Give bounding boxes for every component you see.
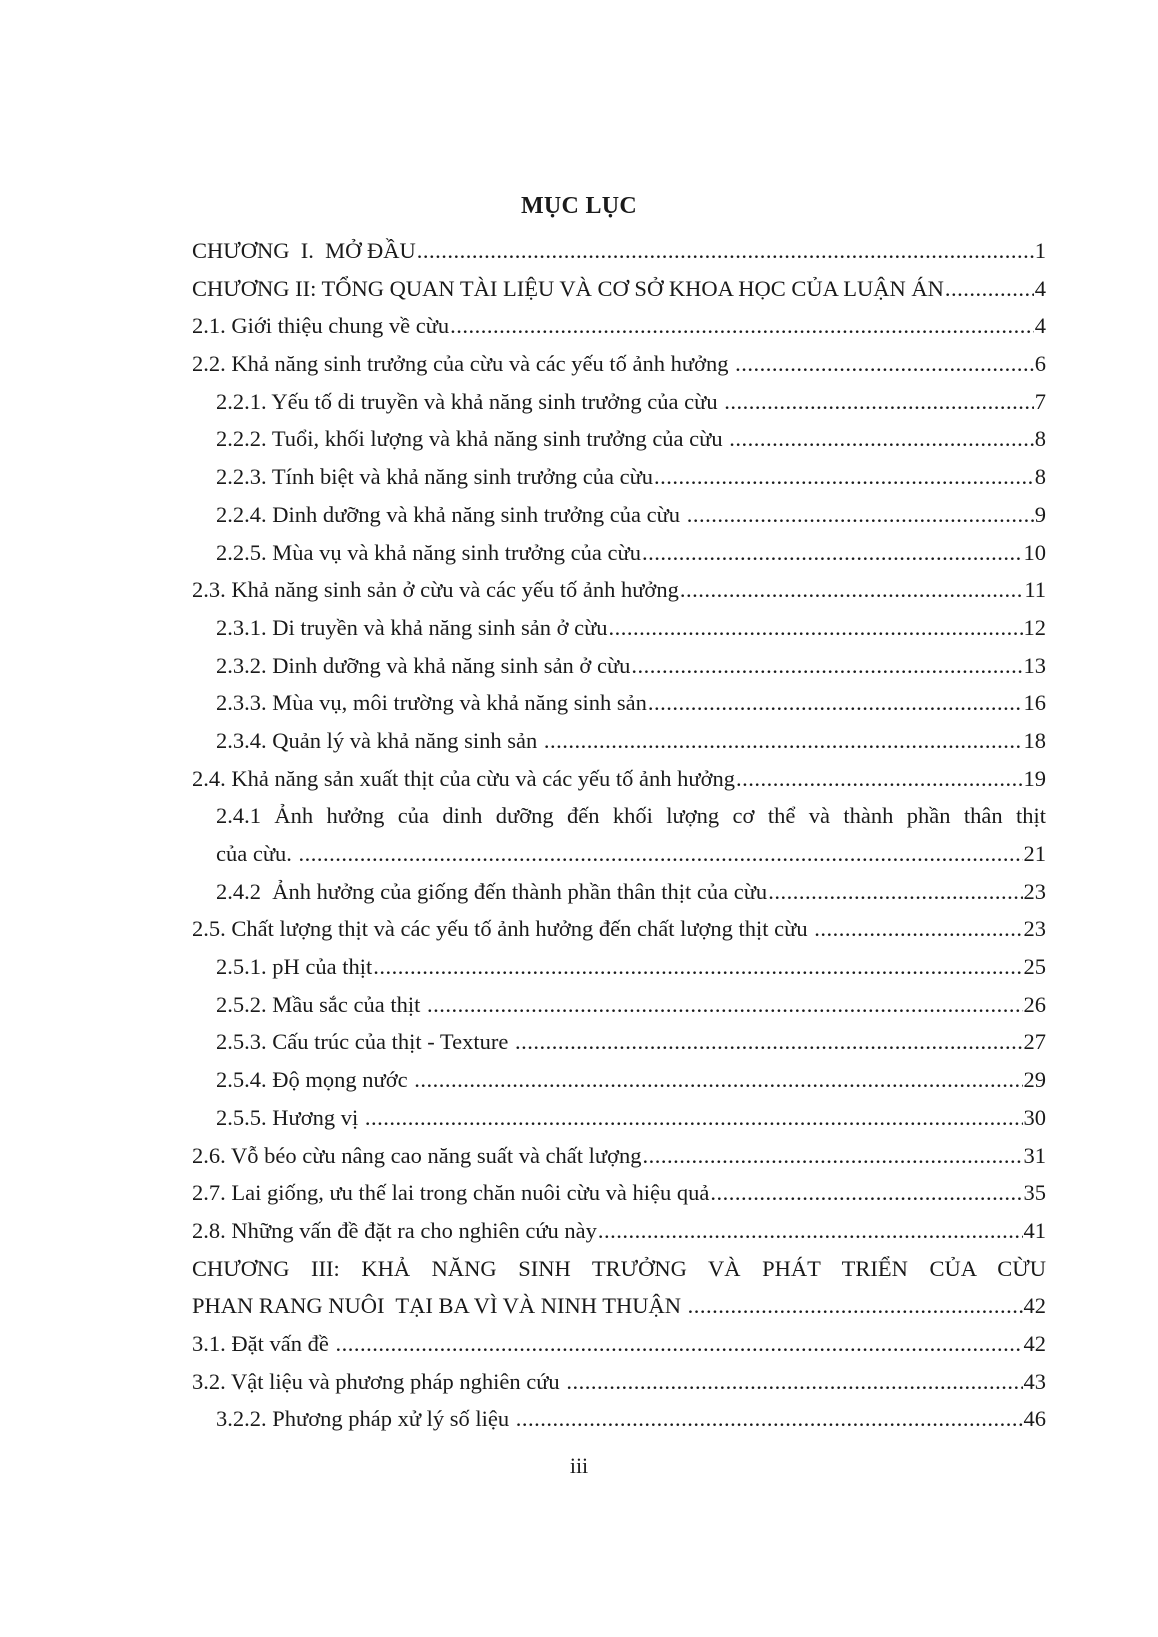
toc-entry-page: 7 — [1034, 388, 1046, 414]
toc-entry-page: 46 — [1023, 1406, 1046, 1432]
dot-leader — [688, 1287, 1023, 1325]
toc-entry-page: 10 — [1023, 539, 1046, 565]
toc-entry-page: 25 — [1023, 954, 1046, 980]
toc-entry[interactable] — [192, 948, 1046, 986]
toc-entry[interactable] — [192, 534, 1046, 572]
dot-leader — [365, 1099, 1023, 1137]
toc-entry-page: 4 — [1034, 275, 1046, 301]
toc-entry-label: 3.1. Đặt vấn đề — [192, 1330, 335, 1356]
toc-entry[interactable] — [192, 873, 1046, 911]
toc-entry-label: 2.2.4. Dinh dưỡng và khả năng sinh trưởng của cừu — [216, 501, 686, 527]
toc-entry-label: 2.5.1. pH của thịt — [216, 954, 373, 980]
toc-entry[interactable] — [192, 1099, 1046, 1137]
toc-entry-page: 30 — [1023, 1104, 1046, 1130]
toc-entry-label: 2.1. Giới thiệu chung về cừu — [192, 313, 450, 339]
toc-entry[interactable] — [192, 1363, 1046, 1401]
toc-entry-label: 2.8. Những vấn đề đặt ra cho nghiên cứu này — [192, 1217, 597, 1243]
toc-entry-page: 41 — [1023, 1217, 1046, 1243]
toc-entry-label: 2.5.3. Cấu trúc của thịt - Texture — [216, 1029, 514, 1055]
toc-entry-page: 26 — [1023, 991, 1046, 1017]
toc-entry-label: 2.4.2 Ảnh hưởng của giống đến thành phần thân thịt của cừu — [216, 878, 768, 904]
toc-entry-page: 1 — [1034, 238, 1046, 263]
dot-leader — [631, 647, 1022, 685]
toc-entry[interactable] — [192, 722, 1046, 760]
toc-entry-page: 11 — [1024, 577, 1046, 603]
toc-entry-page: 42 — [1023, 1330, 1046, 1356]
toc-entry-label: CHƯƠNG II: TỔNG QUAN TÀI LIỆU VÀ CƠ SỞ KHOA HỌC CỦA LUẬN ÁN — [192, 275, 944, 301]
toc-entry[interactable] — [192, 270, 1046, 308]
toc-entry-page: 12 — [1023, 614, 1046, 640]
dot-leader — [654, 458, 1034, 496]
toc-entry-label: 2.2.2. Tuổi, khối lượng và khả năng sinh trưởng của cừu — [216, 426, 729, 452]
toc-entry-page: 42 — [1023, 1293, 1046, 1319]
toc-entry-label: 2.2.5. Mùa vụ và khả năng sinh trưởng của cừu — [216, 539, 641, 565]
toc-entry[interactable] — [192, 383, 1046, 421]
toc-entry-label: 3.2.2. Phương pháp xử lý số liệu — [216, 1406, 515, 1432]
toc-entry[interactable] — [192, 232, 1046, 270]
toc-entry-label: 2.3.1. Di truyền và khả năng sinh sản ở cừu — [216, 614, 608, 640]
dot-leader — [643, 1137, 1023, 1175]
toc-entry-label: PHAN RANG NUÔI TẠI BA VÌ VÀ NINH THUẬN — [192, 1293, 687, 1319]
dot-leader — [335, 1325, 1022, 1363]
toc-entry-page: 27 — [1023, 1029, 1046, 1055]
toc-entry-label: 2.3.3. Mùa vụ, môi trường và khả năng sinh sản — [216, 690, 647, 716]
toc-entry[interactable] — [192, 1325, 1046, 1363]
toc-entry-page: 13 — [1023, 652, 1046, 678]
toc-entry[interactable] — [192, 684, 1046, 722]
toc-entry-page: 8 — [1034, 464, 1046, 490]
toc-entry-label: 2.4. Khả năng sản xuất thịt của cừu và các yếu tố ảnh hưởng — [192, 765, 735, 791]
dot-leader — [598, 1212, 1023, 1250]
toc-entry[interactable] — [192, 1061, 1046, 1099]
dot-leader — [450, 307, 1034, 345]
toc-entry[interactable] — [192, 420, 1046, 458]
toc-entry[interactable] — [192, 760, 1046, 798]
toc-entry[interactable] — [192, 458, 1046, 496]
toc-entry-page: 4 — [1034, 313, 1046, 339]
dot-leader — [710, 1174, 1022, 1212]
toc-entry-page: 16 — [1023, 690, 1046, 716]
toc-entry[interactable] — [192, 986, 1046, 1024]
toc-entry[interactable] — [192, 1023, 1046, 1061]
toc-entry-page: 29 — [1023, 1067, 1046, 1093]
dot-leader — [642, 534, 1023, 572]
dot-leader — [299, 835, 1023, 873]
toc-entry[interactable] — [192, 1137, 1046, 1175]
dot-leader — [427, 986, 1023, 1024]
toc-entry-wrapped[interactable]: 2.4.1 Ảnh hưởng của dinh dưỡng đến khối lượng cơ thể và thành phần thân thịt — [216, 803, 1046, 829]
toc-entry-page: 9 — [1034, 501, 1046, 527]
toc-entry-page: 35 — [1023, 1180, 1046, 1206]
toc-entry[interactable] — [192, 647, 1046, 685]
toc-entry-label: của cừu. — [216, 841, 298, 866]
toc-entry-label: 2.5.2. Mầu sắc của thịt — [216, 991, 426, 1017]
toc-entry-page: 23 — [1023, 878, 1046, 904]
dot-leader — [735, 345, 1034, 383]
toc-entry-label: 2.5. Chất lượng thịt và các yếu tố ảnh hưởng đến chất lượng thịt cừu — [192, 916, 814, 942]
toc-title: MỤC LỤC — [520, 193, 638, 219]
toc-entry-page: 6 — [1034, 351, 1046, 377]
toc-entry-page: 31 — [1023, 1142, 1046, 1168]
toc-entry[interactable] — [192, 1212, 1046, 1250]
toc-entry-label: CHƯƠNG I. MỞ ĐẦU — [192, 238, 416, 263]
dot-leader — [516, 1400, 1023, 1438]
dot-leader — [373, 948, 1022, 986]
toc-entry-label: 3.2. Vật liệu và phương pháp nghiên cứu — [192, 1368, 566, 1394]
dot-leader — [609, 609, 1023, 647]
toc-entry-page: 23 — [1023, 916, 1046, 942]
toc-entry-label: 2.2.1. Yếu tố di truyền và khả năng sinh trưởng của cừu — [216, 388, 724, 414]
dot-leader — [680, 571, 1024, 609]
toc-entry-label: 2.3. Khả năng sinh sản ở cừu và các yếu tố ảnh hưởng — [192, 577, 679, 603]
toc-entry-page: 19 — [1023, 765, 1046, 791]
page-number-footer: iii — [569, 1453, 589, 1478]
table-of-contents — [192, 232, 1046, 1438]
toc-entry[interactable] — [192, 835, 1046, 873]
dot-leader — [687, 496, 1034, 534]
dot-leader — [736, 760, 1023, 798]
toc-entry-label: 2.5.5. Hương vị — [216, 1104, 364, 1130]
toc-entry[interactable] — [192, 1287, 1046, 1325]
toc-entry-label: 2.7. Lai giống, ưu thế lai trong chăn nuôi cừu và hiệu quả — [192, 1180, 710, 1206]
dot-leader — [515, 1023, 1023, 1061]
toc-entry[interactable] — [192, 910, 1046, 948]
dot-leader — [566, 1363, 1022, 1401]
toc-entry-page: 21 — [1023, 841, 1046, 866]
dot-leader — [729, 420, 1034, 458]
toc-entry[interactable] — [192, 571, 1046, 609]
dot-leader — [768, 873, 1022, 911]
dot-leader — [814, 910, 1022, 948]
toc-entry-label: 2.2.3. Tính biệt và khả năng sinh trưởng của cừu — [216, 464, 654, 490]
toc-entry[interactable] — [192, 345, 1046, 383]
toc-entry-wrapped[interactable]: CHƯƠNG III: KHẢ NĂNG SINH TRƯỞNG VÀ PHÁT TRIỂN CỦA CỪU — [192, 1255, 1046, 1281]
dot-leader — [945, 270, 1034, 308]
toc-entry-label: 2.5.4. Độ mọng nước — [216, 1067, 414, 1093]
toc-entry-page: 18 — [1023, 727, 1046, 753]
dot-leader — [724, 383, 1034, 421]
dot-leader — [414, 1061, 1022, 1099]
toc-entry-label: 2.3.2. Dinh dưỡng và khả năng sinh sản ở cừu — [216, 652, 631, 678]
toc-entry-label: 2.3.4. Quản lý và khả năng sinh sản — [216, 727, 543, 753]
dot-leader — [648, 684, 1023, 722]
toc-entry[interactable] — [192, 1400, 1046, 1438]
dot-leader — [544, 722, 1023, 760]
toc-entry[interactable] — [192, 609, 1046, 647]
dot-leader — [417, 232, 1034, 270]
toc-entry-label: 2.2. Khả năng sinh trưởng của cừu và các yếu tố ảnh hưởng — [192, 351, 735, 377]
toc-entry[interactable] — [192, 1174, 1046, 1212]
toc-entry-label: 2.6. Vỗ béo cừu nâng cao năng suất và chất lượng — [192, 1142, 642, 1168]
toc-entry-page: 8 — [1034, 426, 1046, 452]
toc-entry[interactable] — [192, 496, 1046, 534]
toc-entry[interactable] — [192, 307, 1046, 345]
toc-entry-page: 43 — [1023, 1368, 1046, 1394]
